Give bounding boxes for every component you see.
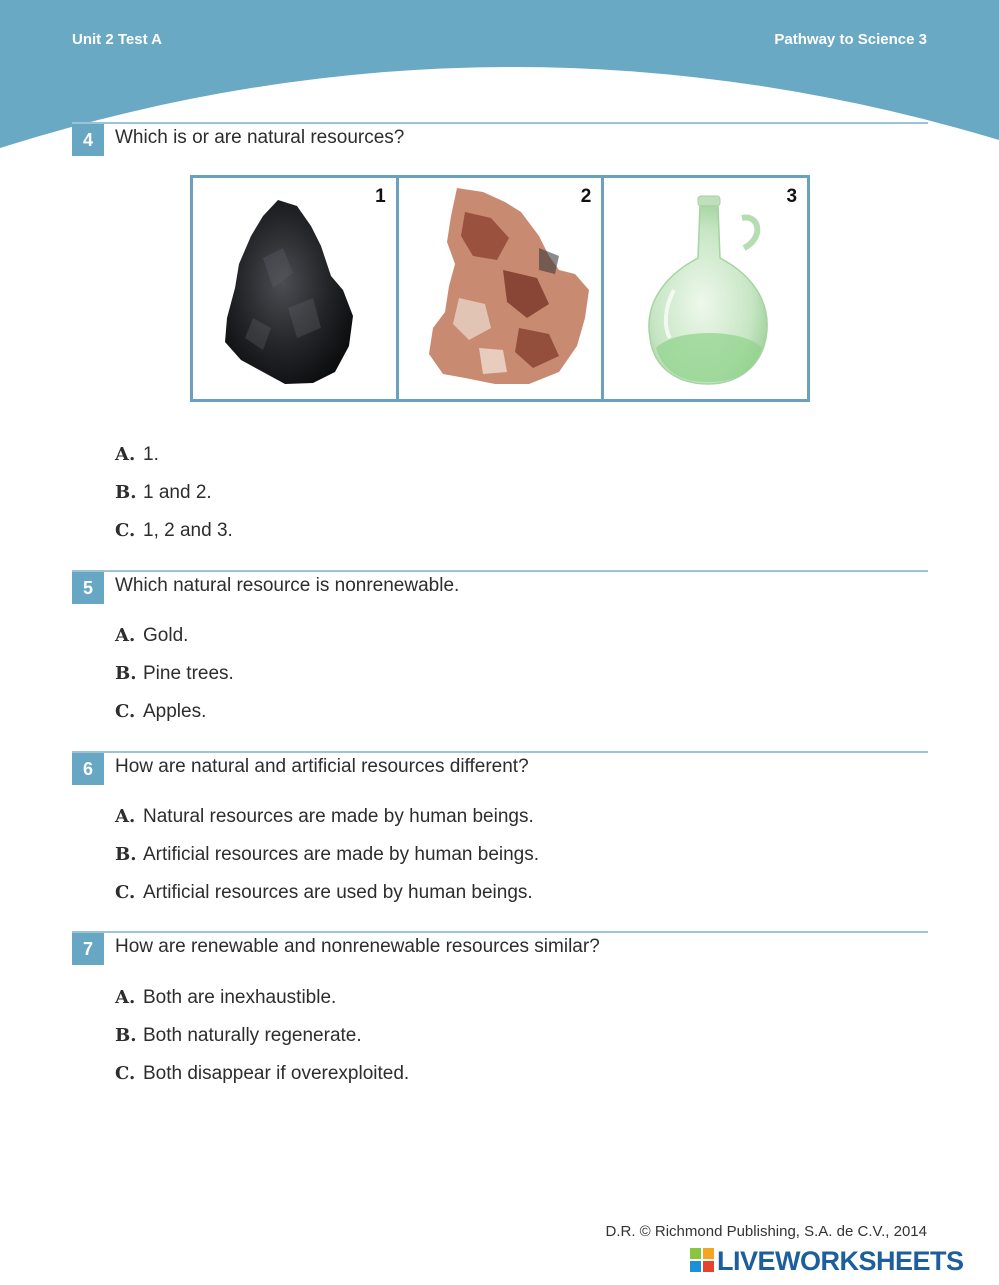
image-label-3: 3	[786, 186, 798, 207]
option-text: Both naturally regenerate.	[143, 1025, 362, 1046]
option-letter: A.	[115, 444, 136, 465]
question-7	[72, 931, 928, 971]
question-text: Which is or are natural resources?	[115, 127, 405, 148]
question-6	[72, 751, 928, 791]
option-letter: B.	[115, 482, 137, 503]
option-letter: B.	[115, 844, 137, 865]
option-letter: A.	[115, 625, 136, 646]
image-cell-3	[601, 178, 807, 399]
option-text: 1 and 2.	[143, 482, 212, 503]
unit-title: Unit 2 Test A	[72, 31, 163, 48]
option-b[interactable]	[115, 844, 539, 866]
question-text: How are natural and artificial resources different?	[115, 756, 529, 777]
book-title: Pathway to Science 3	[774, 31, 927, 48]
option-c[interactable]	[115, 701, 206, 723]
option-letter: C.	[115, 882, 136, 903]
question-divider	[72, 751, 928, 753]
image-label-2: 2	[580, 186, 592, 207]
option-text: Apples.	[143, 701, 207, 722]
option-text: Pine trees.	[143, 663, 234, 684]
copper-ore-image	[399, 178, 603, 399]
question-5	[72, 570, 928, 610]
logo-text: LIVEWORKSHEETS	[717, 1246, 964, 1276]
option-a[interactable]	[115, 444, 159, 466]
question-divider	[72, 570, 928, 572]
question-text: How are renewable and nonrenewable resources similar?	[115, 936, 600, 957]
option-letter: C.	[115, 701, 136, 722]
option-letter: B.	[115, 663, 137, 684]
option-b[interactable]	[115, 663, 234, 685]
option-text: Natural resources are made by human beings.	[143, 806, 534, 827]
option-text: Gold.	[143, 625, 189, 646]
option-a[interactable]	[115, 625, 188, 647]
option-letter: C.	[115, 520, 136, 541]
option-text: Both disappear if overexploited.	[143, 1063, 410, 1084]
image-cell-2	[396, 178, 602, 399]
option-c[interactable]	[115, 882, 533, 904]
option-b[interactable]	[115, 1025, 362, 1047]
question-divider	[72, 931, 928, 933]
copyright-credit: D.R. © Richmond Publishing, S.A. de C.V., 2014	[605, 1223, 927, 1240]
option-a[interactable]	[115, 987, 336, 1009]
option-c[interactable]	[115, 1063, 409, 1085]
option-text: Artificial resources are used by human beings.	[143, 882, 533, 903]
option-b[interactable]	[115, 482, 212, 504]
image-cell-1	[193, 178, 396, 399]
liveworksheets-logo[interactable]	[690, 1246, 990, 1276]
image-label-1: 1	[375, 186, 386, 207]
question-divider	[72, 122, 928, 124]
question-text: Which natural resource is nonrenewable.	[115, 575, 460, 596]
resource-image-grid	[190, 175, 810, 402]
option-text: Artificial resources are made by human beings.	[143, 844, 540, 865]
option-letter: B.	[115, 1025, 137, 1046]
question-number: 5	[72, 572, 104, 604]
option-text: Both are inexhaustible.	[143, 987, 337, 1008]
option-text: 1.	[143, 444, 159, 465]
question-number: 6	[72, 753, 104, 785]
question-number: 4	[72, 124, 104, 156]
glass-bottle-image	[604, 178, 808, 399]
option-text: 1, 2 and 3.	[143, 520, 233, 541]
question-4	[72, 122, 928, 162]
option-letter: C.	[115, 1063, 136, 1084]
coal-rock-image	[193, 178, 397, 399]
logo-squares-icon	[690, 1248, 714, 1272]
option-letter: A.	[115, 806, 136, 827]
question-number: 7	[72, 933, 104, 965]
option-a[interactable]	[115, 806, 534, 828]
option-c[interactable]	[115, 520, 233, 542]
option-letter: A.	[115, 987, 136, 1008]
